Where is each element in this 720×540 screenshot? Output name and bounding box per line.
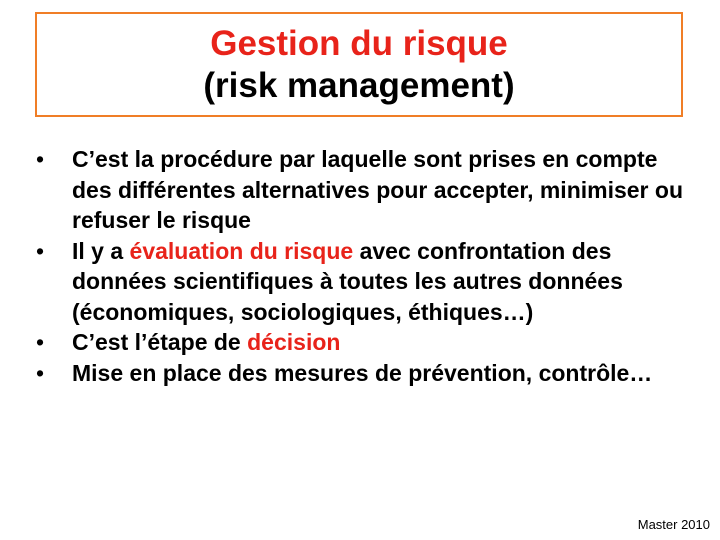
slide-subtitle: (risk management) [203,65,515,105]
bullet-text-before: C’est l’étape de [72,329,248,355]
bullet-item-2 [30,236,690,328]
bullet-item-1 [30,144,690,236]
bullet-highlight: évaluation du risque [129,237,354,264]
bullet-icon: • [35,146,45,172]
bullet-icon: • [35,329,45,355]
bullet-text: C’est la procédure par laquelle sont prises en compte des différentes alternatives pour accepter, minimiser ou refuser le risque [72,146,683,233]
bullet-text: Mise en place des mesures de prévention, contrôle… [72,359,653,386]
bullet-icon: • [35,359,45,386]
title-box [35,12,683,117]
bullet-list [30,144,690,388]
bullet-item-3 [30,327,690,358]
bullet-text-after: avec confrontation des données scientifiques à toutes les autres données (économiques, sociologiques, éthiques…) [72,237,623,325]
bullet-text-before: Il y a [72,237,130,264]
footer-label: Master 2010 [637,517,710,532]
bullet-icon: • [35,237,45,264]
bullet-item-4 [30,358,690,389]
slide-title: Gestion du risque [210,23,508,63]
bullet-highlight: décision [247,329,341,355]
